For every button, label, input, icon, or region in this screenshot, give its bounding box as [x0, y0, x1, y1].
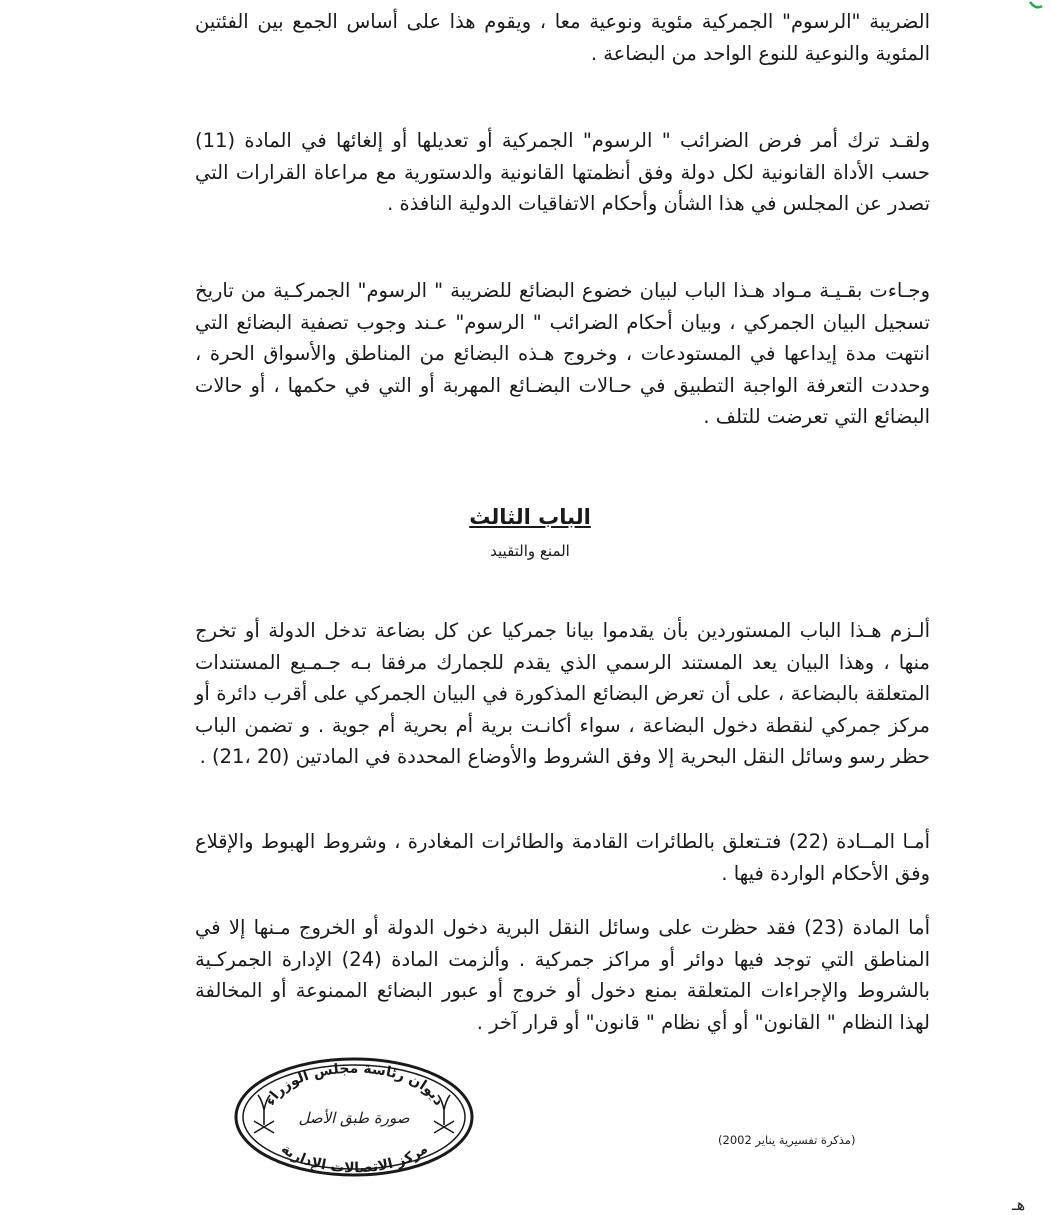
- paragraph-6: أما المادة (23) فقد حظرت على وسائل النقل البرية دخول الدولة أو الخروج مـنها إلا في المناطق التي توجد فيها دوائر أو مراكز جمركية . وألزمت المادة (24) الإدارة الجمركـية بالشروط والإجراءات المتعلقة بمنع دخول أو خروج أو عبور البضائع الممنوعة أو المخالفة لهذا النظام " القانون" أو أي نظام " قانون" أو قرار آخر .: [195, 916, 931, 1034]
- corner-mark: هـ: [1012, 1195, 1026, 1214]
- chapter-title: الباب الثالث: [469, 505, 591, 529]
- paragraph-2: ولقـد ترك أمر فرض الضرائب " الرسوم" الجمركية أو تعديلها أو إلغائها في المادة (11) حسب الأداة القانونية لكل دولة وفق أنظمتها القانونية والدستورية مع مراعاة القرارات التي تصدر عن المجلس في هذا الشأن وأحكام الاتفاقيات الدولية النافذة .: [195, 129, 930, 215]
- paragraph-4: ألـزم هـذا الباب المستوردين بأن يقدموا بيانا جمركيا عن كل بضاعة تدخل الدولة أو تخرج منها ، وهذا البيان يعد المستند الرسمي الذي يقدم للجمارك مرفقا بـه جـمـيع المستندات المتعلقة بالبضاعة ، على أن تعرض البضائع المذكورة في البيان الجمركي على أقرب دائرة أو مركز جمركي لنقطة دخول البضاعة ، سواء أكانـت برية أم بحرية أم جوية . و تضمن الباب حظر رسو وسائل النقل البحرية إلا وفق الشروط والأوضاع المحددة في المادتين (20 ،21) .: [195, 619, 930, 768]
- stamp-line-bottom: مركز الاتصالات الإدارية: [278, 1141, 432, 1177]
- paragraph-1: الضريبة "الرسوم" الجمركية مئوية ونوعية معا ، ويقوم هذا على أساس الجمع بين الفئتين المئوية والنوعية للنوع الواحد من البضاعة .: [195, 10, 930, 65]
- chapter-subtitle: المنع والتقييد: [490, 542, 570, 560]
- stamp-line-mid: صورة طبق الأصل: [298, 1109, 410, 1127]
- green-check-mark-icon: [1028, 0, 1044, 10]
- paragraph-5: أمـا المــادة (22) فتـتعلق بالطائرات القادمة والطائرات المغادرة ، وشروط الهبوط والإقلاع وفق الأحكام الواردة فيها .: [195, 830, 931, 885]
- paragraph-3: وجـاءت بقـيـة مـواد هـذا الباب لبيان خضوع البضائع للضريبة " الرسوم" الجمركـية من تاريخ تسجيل البيان الجمركي ، وبيان أحكام الضرائب " الرسوم" عـند وجوب تصفية البضائع التي انتهت مدة إيداعها في المستودعات ، وخروج هـذه البضائع من المناطق والأسواق الحرة ، وحددت التعرفة الواجبة التطبيق في حـالات البضـائع المهربة أو التي في حكمها ، أو حالات البضائع التي تعرضت للتلف .: [195, 279, 930, 428]
- stamp-line-top: ديوان رئاسة مجلس الوزراء: [262, 1060, 447, 1109]
- official-stamp: [232, 1055, 477, 1180]
- footnote: (مذكرة تفسيرية يناير 2002): [718, 1133, 856, 1147]
- svg-text:مركز الاتصالات الإدارية: [278, 1141, 431, 1176]
